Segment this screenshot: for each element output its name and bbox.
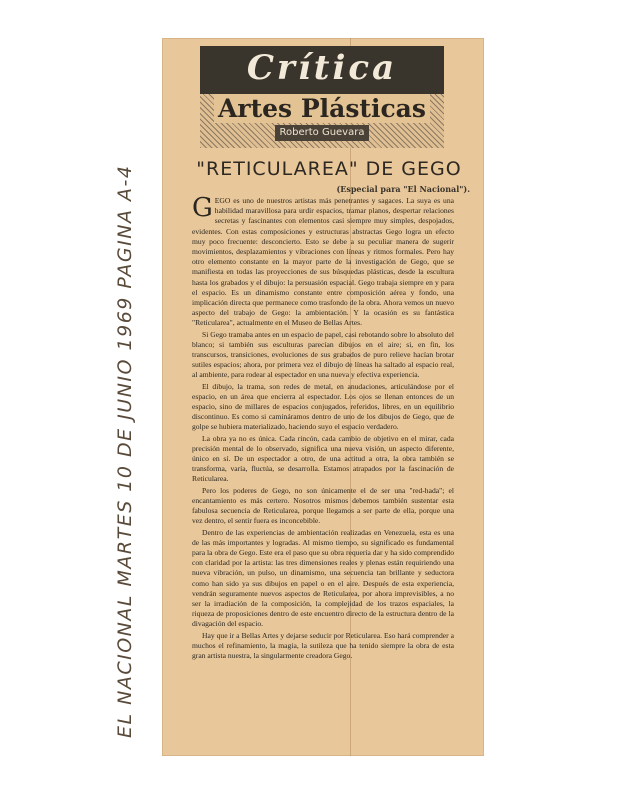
drop-cap: G	[192, 193, 213, 223]
author-byline: Roberto Guevara	[275, 125, 369, 141]
critica-banner	[200, 46, 444, 94]
handwritten-date-note: EL NACIONAL MARTES 10 DE JUNIO 1969 PAGINA A-4	[114, 164, 136, 738]
paragraph: La obra ya no es única. Cada rincón, cada cambio de objetivo en el mirar, cada precisión mental de lo observado, significa una nueva visión, un aspecto diferente, único en sí. De un espectador a otro, de una actitud a otra, la obra también se transforma, varía, fluctúa, se desarrolla. Estamos atrapados por la fascinación de Reticularea.	[192, 433, 454, 484]
paragraph: Pero los poderes de Gego, no son únicamente el de ser una "red-hada"; el encantamiento es más certero. Nosotros mismos debemos también sustentar esta fabulosa secuencia de Reticularea, porque llegamos a ser parte de ella, porque una vez dentro, el sentir fuera es inconcebible.	[192, 485, 454, 526]
paragraph-text: EGO es uno de nuestros artistas más penetrantes y sagaces. La suya es una habilidad maravillosa para urdir espacios, tramar planos, despertar relaciones secretas y fascinantes con elementos casi siempre muy simples, despojados, evidentes. Con estas composiciones y estructuras abstractas Gego logra un efecto muy poco frecuente: desconcierto. Esto se debe a su peculiar manera de sugerir movimientos, desplazamientos y vibraciones con líneas y ritmos formales. Pero hay otro elemento constante en la mayor parte de la investigación de Gego, que se manifiesta en todas las proyecciones de sus búsquedas plásticas, desde la escultura hasta los grabados y el dibujo: la persuasión espacial. Gego trabaja siempre en y para el espacio. Es un dinamismo constante entre composición aérea y fondo, una implicación directa que permanece como trasfondo de la obra. Ahora vemos un nuevo aspecto del trabajo de Gego: la ambientación. Y la ocasión es su fantástica "Reticularea", actualmente en el Museo de Bellas Artes.	[192, 196, 454, 328]
paragraph: Hay que ir a Bellas Artes y dejarse seducir por Reticularea. Eso hará comprender a muchos el refinamiento, la magia, la sutileza que ha tenido siempre la obra de esta gran artista nuestra, la singularmente creadora Gego.	[192, 630, 454, 660]
paragraph: El dibujo, la trama, son redes de metal, en anudaciones, articulándose por el espacio, en un área que encierra al espectador. Los ojos se llenan entonces de un espacio, sino de millares de espacios conjugados, referidos, libres, en un equilibrio discontinuo. Es como si camináramos dentro de uno de los dibujos de Gego, que de golpe se hubiera materializado, haciendo suyo el espacio verdadero.	[192, 381, 454, 432]
paragraph: Si Gego tramaba antes en un espacio de papel, casi rebotando sobre lo absoluto del blanco; si también sus esculturas parecían dibujos en el aire; si, en fin, los transcursos, transiciones, evoluciones de sus grabados de puro relieve hacían brotar sutiles espacios; ahora, por primera vez el dibujo de líneas ha saltado al espacio real, al ambiente, para rodear al espectador en una nueva y efectiva experiencia.	[192, 329, 454, 380]
article-body	[192, 193, 454, 744]
article-headline: "RETICULAREA" DE GEGO	[196, 158, 462, 180]
banner-title: Crítica	[246, 48, 398, 88]
special-note: (Especial para "El Nacional").	[336, 184, 470, 194]
paragraph: Dentro de las experiencias de ambientación realizadas en Venezuela, esta es una de las más importantes y logradas. Al mismo tiempo, su significado es fundamental para la obra de Gego. Este era el paso que su obra requería dar y ha sido comprendido con claridad por la artista: las tres dimensiones reales y plenas están requiriendo una nueva vibración, un pulso, un dinamismo, una secuencia tan brillante y seductora como han sido ya sus dibujos en papel o en el aire. Después de esta experiencia, vendrán seguramente nuevos aspectos de Reticularea, por ahora imprevisibles, a no ser la irradiación de la composición, la complejidad de los trazos espaciales, la riqueza de proposiciones dentro de este encuentro directo de la estructura dentro de la divagación del espacio.	[192, 527, 454, 629]
section-title	[200, 94, 444, 123]
paragraph	[192, 193, 454, 329]
section-title-text: Artes Plásticas	[214, 94, 430, 123]
